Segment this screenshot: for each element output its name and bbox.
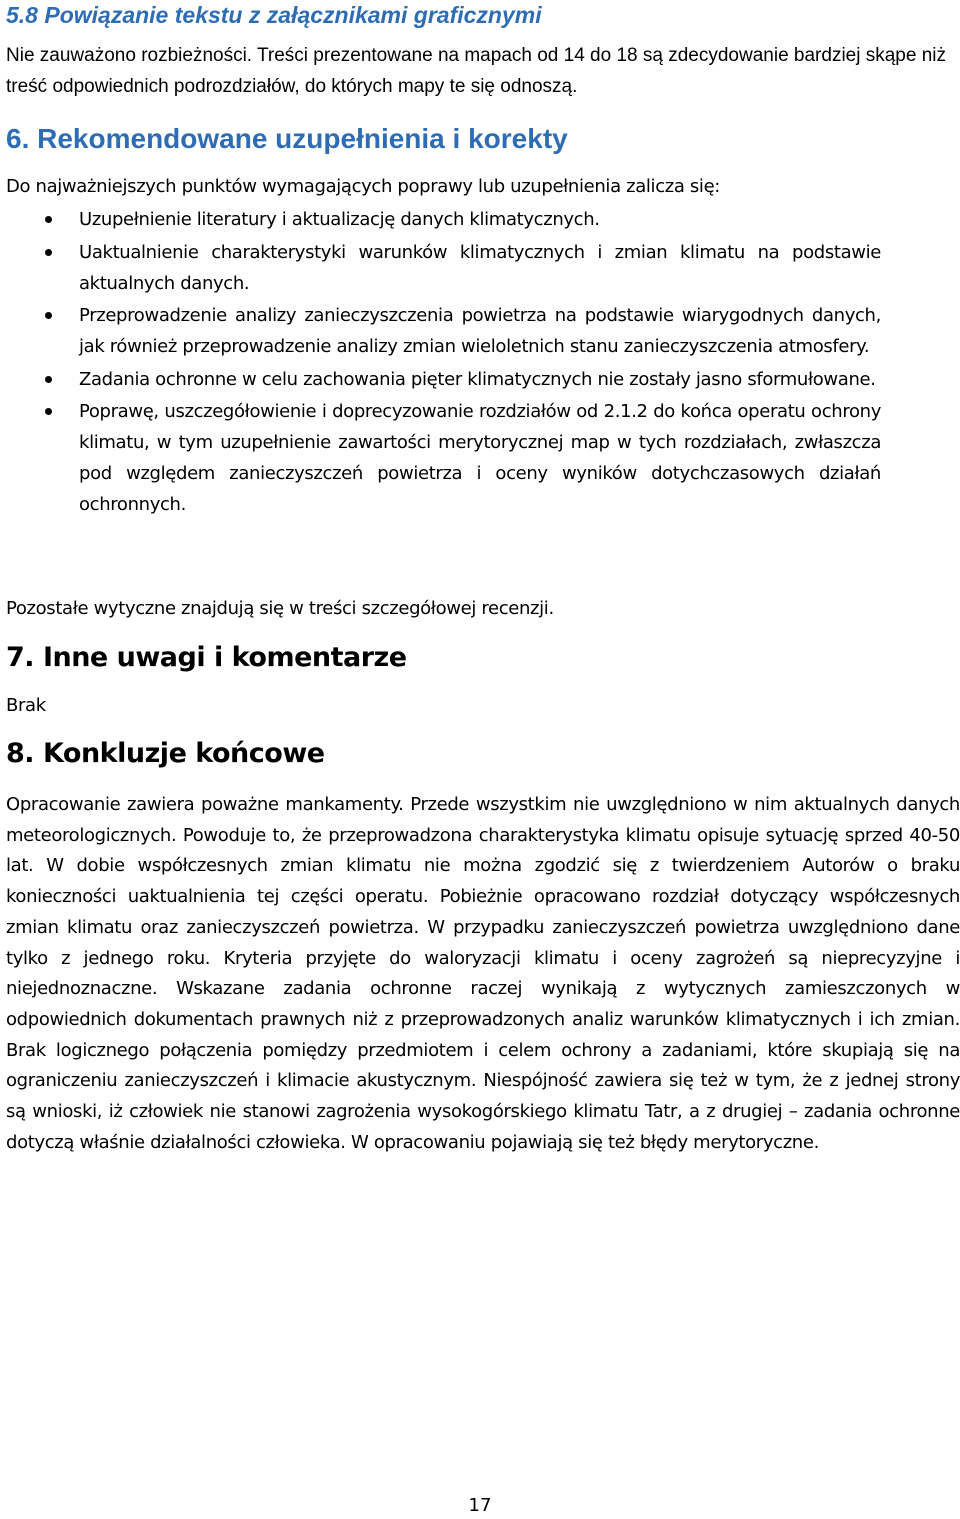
section-5-8-heading: 5.8 Powiązanie tekstu z załącznikami graficznymi xyxy=(6,2,542,28)
section-6-closing: Pozostałe wytyczne znajdują się w treści szczegółowej recenzji. xyxy=(6,598,554,619)
list-item xyxy=(0,396,881,520)
section-8-heading: 8. Konkluzje końcowe xyxy=(6,738,325,769)
bullet-icon xyxy=(45,376,52,383)
list-item xyxy=(0,237,881,299)
page-number: 17 xyxy=(468,1495,492,1516)
bullet-icon xyxy=(45,216,52,223)
section-6-heading: 6. Rekomendowane uzupełnienia i korekty xyxy=(6,123,568,154)
list-item xyxy=(0,364,881,395)
list-item-text: Przeprowadzenie analizy zanieczyszczenia powietrza na podstawie wiarygodnych danych, jak również przeprowadzenie analizy zmian wieloletnich stanu zanieczyszczenia atmosfery. xyxy=(79,305,881,357)
bullet-icon xyxy=(45,249,52,256)
list-item-text: Uaktualnienie charakterystyki warunków klimatycznych i zmian klimatu na podstawie aktualnych danych. xyxy=(79,241,881,294)
bullet-icon xyxy=(45,408,52,415)
list-item xyxy=(0,300,881,362)
recommendation-list xyxy=(0,204,960,522)
section-5-8-text: Nie zauważono rozbieżności. Treści prezentowane na mapach od 14 do 18 są zdecydowanie bardziej skąpe niż treść odpowiednich podrozdziałów, do których mapy te się odnoszą. xyxy=(6,45,946,97)
section-8-text: Opracowanie zawiera poważne mankamenty. Przede wszystkim nie uwzględniono w nim aktualnych danych meteorologicznych. Powoduje to, że przeprowadzona charakterystyka klimatu opisuje sytuację sprzed 40-50 lat. W dobie współczesnych zmian klimatu nie można zgodzić się z twierdzeniem Autorów o braku konieczności uaktualnienia tej części operatu. Pobieżnie opracowano rozdział dotyczący współczesnych zmian klimatu oraz zanieczyszczeń powietrza. W przypadku zanieczyszczeń powietrza uwzględniono dane tylko z jednego roku. Kryteria przyjęte do waloryzacji klimatu i oceny zagrożeń są nieprecyzyjne i niejednoznaczne. Wskazane zadania ochronne raczej wynikają z wytycznych zamieszczonych w odpowiednich dokumentach prawnych niż z przeprowadzonych analiz warunków klimatycznych i ich zmian. Brak logicznego połączenia pomiędzy przedmiotem i celem ochrony a zadaniami, które skupiają się na ograniczeniu zanieczyszczeń i klimacie akustycznym. Niespójność zawiera się też w tym, że z jednej strony są wnioski, iż człowiek nie stanowi zagrożenia wysokogórskiego klimatu Tatr, a z drugiej – zadania ochronne dotyczą właśnie działalności człowieka. W opracowaniu pojawiają się też błędy merytoryczne. xyxy=(6,794,960,1153)
list-item xyxy=(0,204,881,235)
section-7-text: Brak xyxy=(6,695,46,716)
list-item-text: Poprawę, uszczegółowienie i doprecyzowanie rozdziałów od 2.1.2 do końca operatu ochrony klimatu, w tym uzupełnienie zawartości merytorycznej map w tych rozdziałach, zwłaszcza pod względem zanieczyszczeń powietrza i oceny wyników dotychczasowych działań ochronnych. xyxy=(79,401,881,515)
section-6-intro: Do najważniejszych punktów wymagających poprawy lub uzupełnienia zalicza się: xyxy=(6,176,721,197)
section-7-heading: 7. Inne uwagi i komentarze xyxy=(6,642,407,673)
list-item-text: Uzupełnienie literatury i aktualizację danych klimatycznych. xyxy=(79,209,600,230)
bullet-icon xyxy=(45,312,52,319)
list-item-text: Zadania ochronne w celu zachowania pięter klimatycznych nie zostały jasno sformułowane. xyxy=(79,368,876,390)
